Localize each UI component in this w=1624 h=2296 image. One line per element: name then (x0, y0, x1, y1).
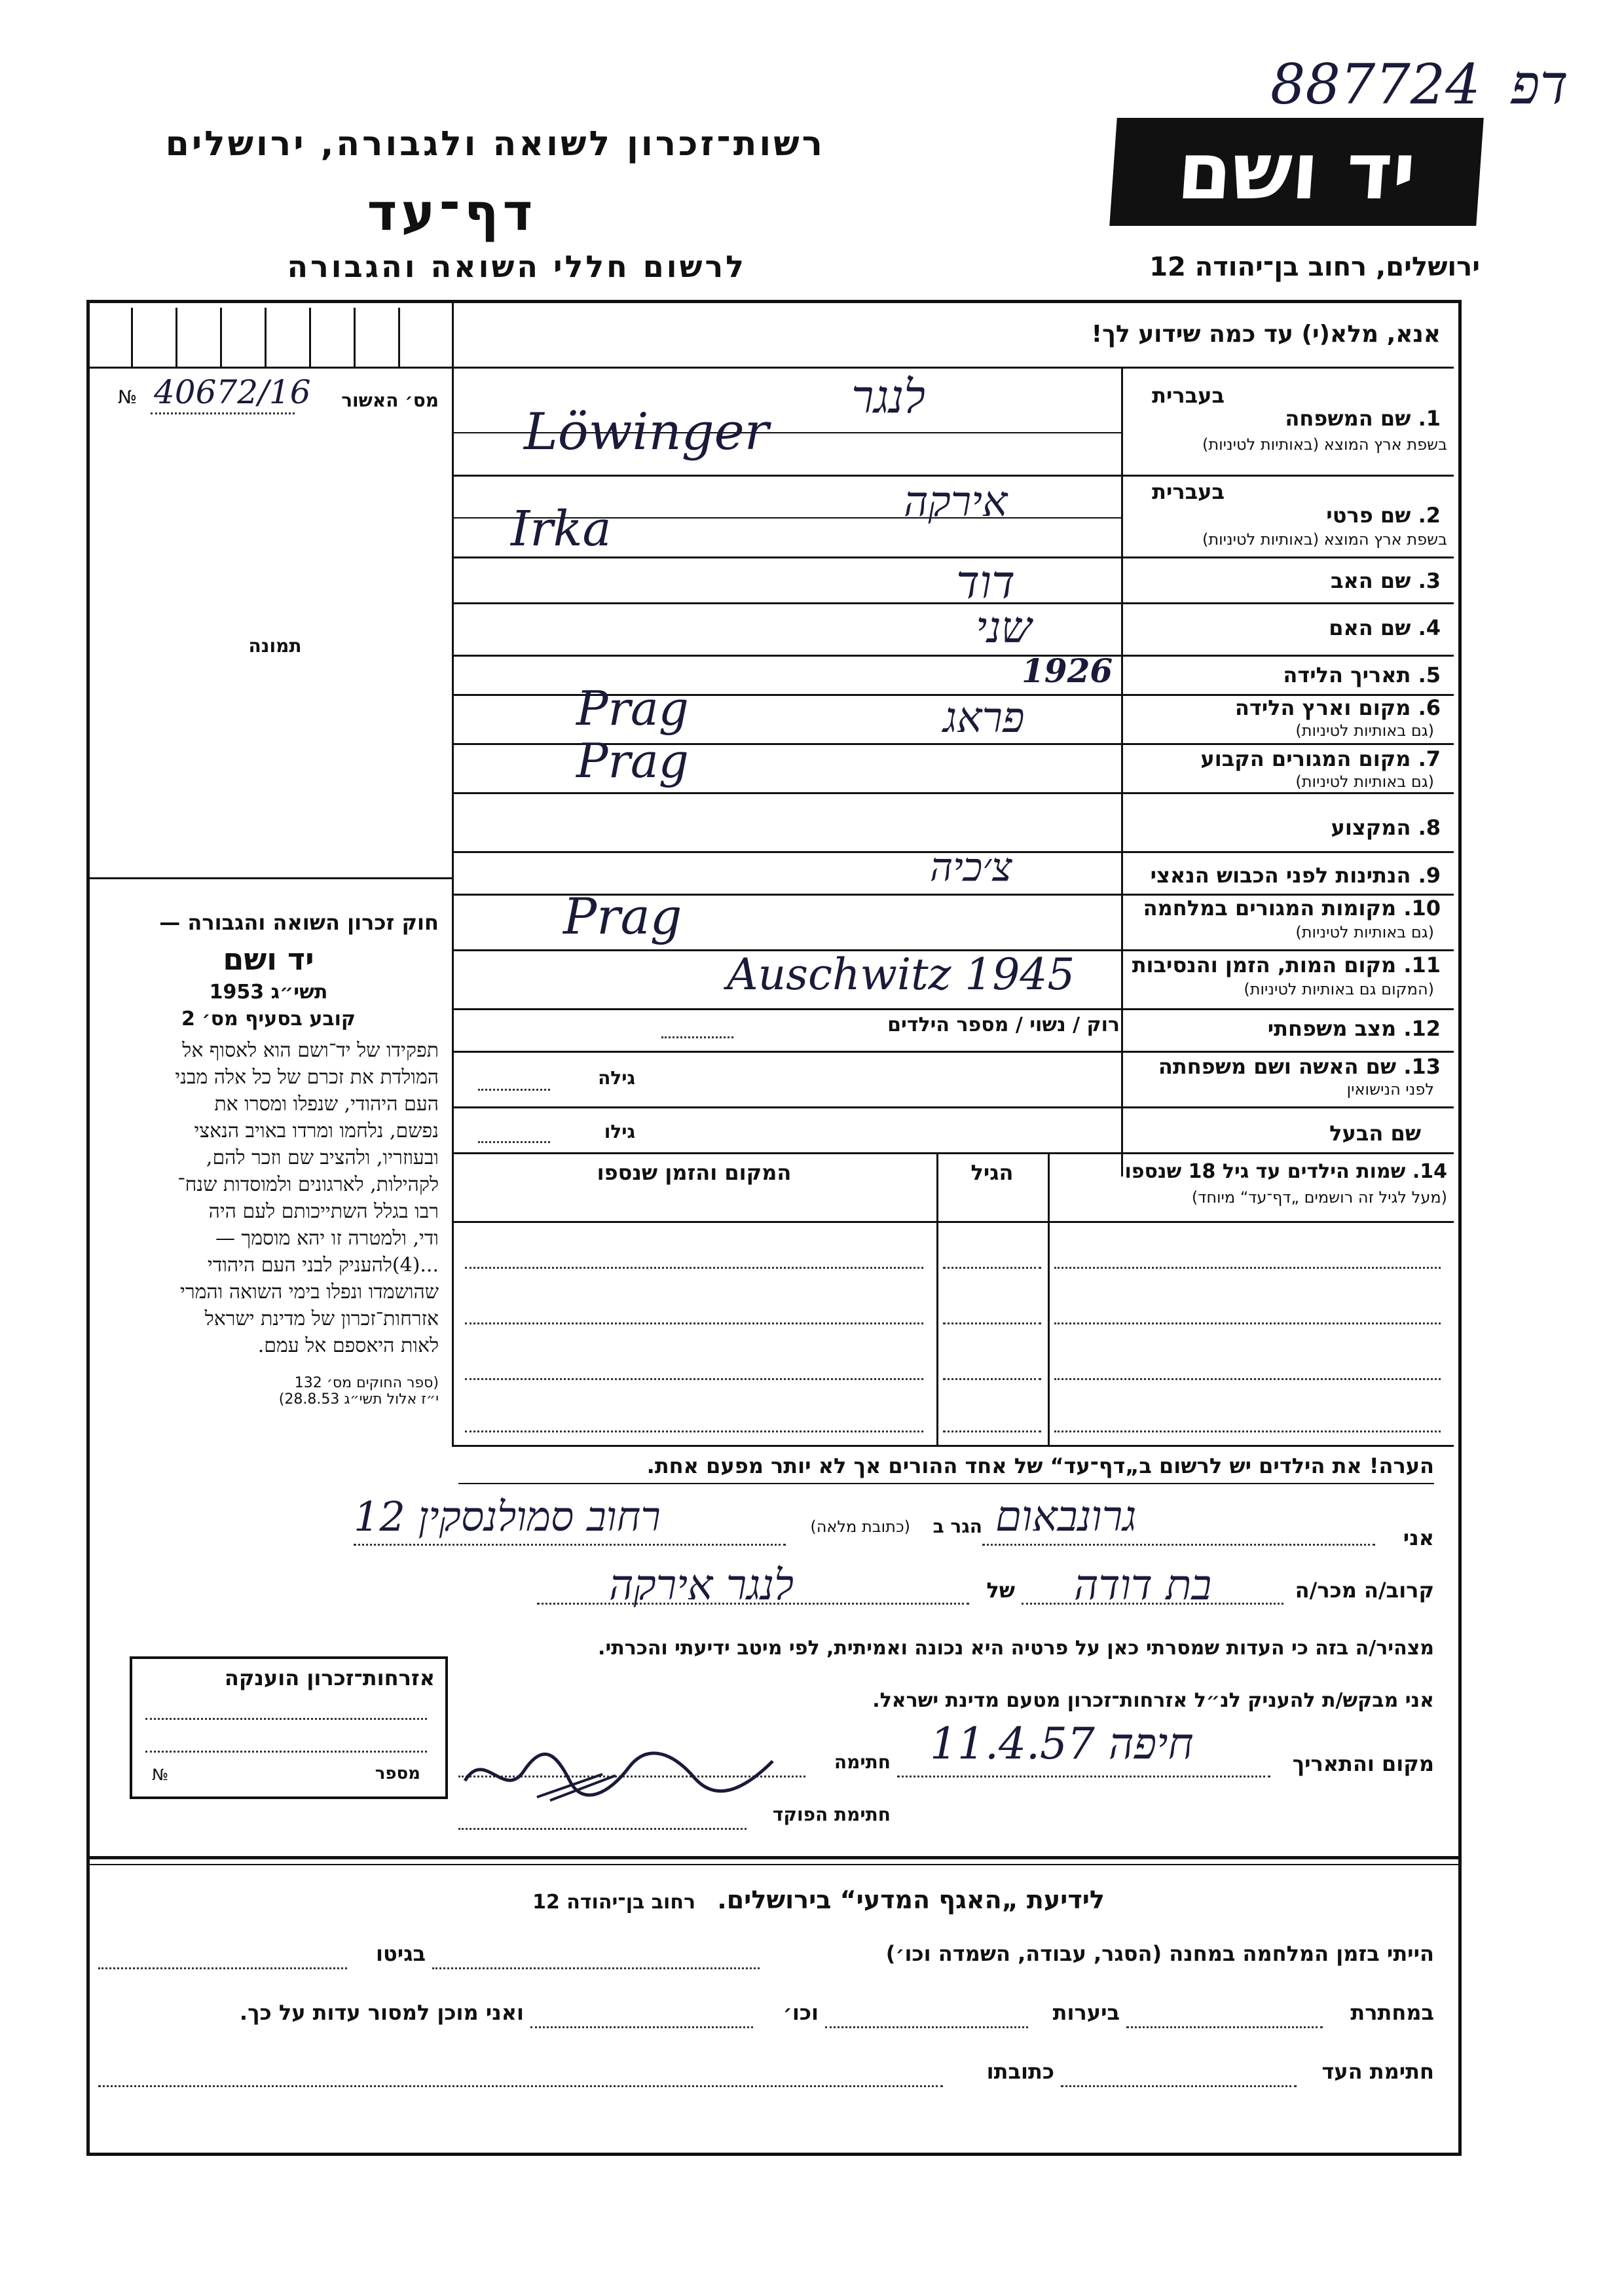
children-sub: (מעל לגיל זה רושמים „דף־עד“ מיוחד) (1191, 1188, 1447, 1207)
f11-label-text: מקום המות, הזמן והנסיבות (1132, 953, 1397, 977)
law-line: לאות היאספם אל עמם. (257, 1334, 439, 1357)
law-name: יד ושם (223, 941, 314, 977)
logo (1109, 118, 1484, 226)
cert-number-label: מס׳ האשור (341, 390, 439, 411)
law-line: ובעוזריו, ולהציב שם וזכר להם, (206, 1146, 439, 1169)
citizenship-number-label: מספר (375, 1764, 420, 1783)
doc-number-text: 887724 (1270, 52, 1481, 117)
f12-options: רוק / נשוי / מספר הילדים (887, 1013, 1120, 1036)
citizenship-title: אזרחות־זכרון הוענקה (224, 1666, 435, 1690)
f1-value-latin: Löwinger (524, 403, 769, 462)
f3-num: 3. (1418, 568, 1441, 593)
f10-sub: (גם באותיות לטיניות) (1295, 923, 1434, 941)
f10-label-text: מקומות המגורים במלחמה (1143, 896, 1397, 920)
f12-num: 12. (1403, 1016, 1441, 1041)
f8-label (1133, 815, 1441, 840)
declarant-of-written: לנגר אירקה (609, 1561, 794, 1610)
citizenship-no: № (152, 1766, 168, 1784)
f11-sub: (המקום גם באותיות לטיניות) (1244, 980, 1434, 998)
f3-label (1133, 568, 1441, 593)
f11-value-latin: Auschwitz 1945 (727, 949, 1075, 1000)
info-line2-a: במחתרת (1350, 2000, 1434, 2025)
f1-label-text: שם המשפחה (1285, 406, 1411, 431)
f10-num: 10. (1403, 896, 1441, 920)
info-line2-d: ואני מוכן למסור עדות על כך. (239, 2000, 524, 2025)
children-num: 14. (1412, 1160, 1447, 1183)
info-line1-b: בגיטו (376, 1941, 426, 1966)
info-line3-b: כתובתו (986, 2059, 1054, 2084)
law-year: תשי״ג 1953 (209, 981, 328, 1004)
f9-value: צ׳כיה (930, 845, 1012, 890)
f2-value-latin: Irka (511, 501, 612, 557)
f2-label-text: שם פרטי (1326, 503, 1411, 528)
children-label-text: שמות הילדים עד גיל 18 שנספו (1124, 1160, 1406, 1183)
law-box (98, 910, 439, 1408)
law-line: ...(4)להעניק לבני העם היהודי (207, 1254, 439, 1277)
children-col-age: הגיל (970, 1160, 1014, 1185)
f1-label (1133, 406, 1441, 431)
photo-label: תמונה (248, 635, 302, 657)
children-col-place: המקום והזמן שנספו (597, 1160, 792, 1185)
f6-value-heb: פראג (943, 694, 1025, 742)
f2-heb-tag: בעברית (1152, 479, 1225, 504)
f9-num: 9. (1418, 863, 1441, 888)
declarant-shel: של (986, 1578, 1015, 1603)
logo-text: יד ושם (1174, 126, 1419, 217)
f13-sub: לפני הנישואין (1346, 1080, 1434, 1099)
law-line: אזרחות־זכרון של מדינת ישראל (204, 1307, 439, 1330)
officer-label: חתימת הפוקד (772, 1804, 891, 1825)
f5-label-text: תאריך הלידה (1283, 663, 1411, 687)
f6-sub: (גם באותיות לטיניות) (1295, 721, 1434, 740)
law-line: רבו בגלל השתייכותם לעם היה (208, 1200, 439, 1223)
citizenship-box (130, 1656, 448, 1799)
husband-label: שם הבעל (1329, 1121, 1421, 1146)
f4-label-text: שם האם (1329, 615, 1411, 640)
f8-label-text: המקצוע (1331, 815, 1411, 840)
f11-label (1133, 953, 1441, 977)
left-column-divider (452, 300, 454, 1446)
info-title-row (458, 1886, 1179, 1914)
law-line: לקהילות, לארגונים ולמוסדות שנח־ (177, 1173, 439, 1196)
law-body (98, 1037, 439, 1359)
law-line: נפשם, נלחמו ומרדו באויב הנאצי (194, 1120, 439, 1142)
declarant-address-written: רחוב סמולנסקין 12 (354, 1493, 661, 1540)
info-line3-a: חתימת העד (1321, 2059, 1434, 2084)
law-footnote-2: י״ז אלול תשי״ג 28.8.53) (278, 1391, 439, 1408)
document-number (1270, 52, 1568, 117)
cert-no-symbol: № (118, 386, 138, 408)
children-label (1054, 1160, 1447, 1183)
f13-num: 13. (1403, 1054, 1441, 1079)
f1-num: 1. (1418, 406, 1441, 431)
cert-number-value: 40672/16 (154, 373, 311, 411)
f9-label-text: הנתינות לפני הכבוש הנאצי (1150, 863, 1411, 888)
f12-label (1133, 1016, 1441, 1041)
info-title: לידיעת „האגף המדעי“ בירושלים. (717, 1886, 1105, 1914)
declarant-name-written: גרונבאום (995, 1493, 1137, 1541)
law-line: שהושמדו ונפלו בימי השואה והמרי (179, 1281, 439, 1303)
f10-value-latin: Prag (563, 887, 682, 945)
f6-num: 6. (1418, 695, 1441, 720)
law-line: המולדת את זכרם של כל אלה מבני (175, 1066, 439, 1089)
declarant-declare: מצהיר/ה בזה כי העדות שמסרתי כאן על פרטיה היא נכונה ואמיתית, לפי מיטב ידיעתי והכרתי. (598, 1637, 1434, 1660)
f13-label-text: שם האשה ושם משפחתה (1158, 1054, 1397, 1079)
f4-num: 4. (1418, 615, 1441, 640)
label-column-divider (1121, 367, 1123, 1176)
declarant-gar-label: הגר ב (932, 1516, 982, 1537)
f2-value-heb: אירקה (904, 478, 1008, 526)
law-section: קובע בסעיף מס׳ 2 (181, 1008, 356, 1030)
declarant-address-label: (כתובת מלאה) (810, 1518, 910, 1536)
info-address: רחוב בן־יהודה 12 (532, 1891, 696, 1914)
f5-num: 5. (1418, 663, 1441, 687)
signature-label: חתימה (834, 1751, 891, 1773)
f2-sub: בשפת ארץ המוצא (באותיות לטיניות) (1202, 530, 1447, 549)
f9-label (1133, 863, 1441, 888)
f5-value: 1926 (1022, 651, 1113, 690)
f5-label (1133, 663, 1441, 687)
f4-value: שני (976, 602, 1032, 653)
f2-label (1133, 503, 1441, 528)
f11-num: 11. (1403, 953, 1441, 977)
law-line: ודי, ולמטרה זו יהא מוסמך — (215, 1227, 439, 1250)
declarant-ani: אני (1403, 1525, 1434, 1550)
address: ירושלים, רחוב בן־יהודה 12 (1149, 252, 1480, 282)
law-footnote-1: (ספר החוקים מס׳ 132 (294, 1375, 439, 1391)
f7-num: 7. (1418, 746, 1441, 771)
f8-num: 8. (1418, 815, 1441, 840)
form-title: דף־עד (367, 183, 537, 242)
law-title: חוק זכרון השואה והגבורה — (159, 910, 439, 935)
declarant-request: אני מבקש/ת להעניק לנ״ל אזרחות־זכרון מטעם מדינת ישראל. (872, 1689, 1434, 1712)
f1-sub: בשפת ארץ המוצא (באותיות לטיניות) (1202, 435, 1447, 454)
f3-value: דוד (956, 555, 1016, 609)
declarant-relation-written: בת דודה (1074, 1561, 1212, 1610)
law-line: תפקידו של יד־ושם הוא לאסוף אל (182, 1039, 439, 1062)
f7-sub: (גם באותיות לטיניות) (1295, 773, 1434, 791)
f10-label (1133, 896, 1441, 920)
f6-label-text: מקום וארץ הלידה (1234, 695, 1411, 720)
handwritten-mark: דפ (1511, 52, 1568, 117)
authority-title: רשות־זכרון לשואה ולגבורה, ירושלים (165, 124, 825, 164)
law-line: העם היהודי, שנפלו ומסרו את (214, 1093, 439, 1116)
f7-label-text: מקום המגורים הקבוע (1200, 746, 1411, 771)
f7-value-latin: Prag (576, 733, 689, 788)
place-date-written: חיפה 11.4.57 (930, 1719, 1194, 1769)
note: הערה! את הילדים יש לרשום ב„דף־עד“ של אחד ההורים אך לא יותר מפעם אחת. (646, 1453, 1434, 1478)
info-line2-b: ביערות (1052, 2000, 1120, 2025)
instructions: אנא, מלא(י) עד כמה שידוע לך! (1091, 321, 1441, 348)
f13-label (1133, 1054, 1441, 1079)
f13-age-label: גילה (598, 1067, 635, 1089)
f3-label-text: שם האב (1330, 568, 1411, 593)
husband-age-label: גילו (604, 1121, 635, 1142)
f7-label (1133, 746, 1441, 771)
f1-heb-tag: בעברית (1152, 383, 1225, 408)
f4-label (1133, 615, 1441, 640)
info-line2-c: וכו׳ (783, 2000, 819, 2025)
place-date-label: מקום והתאריך (1292, 1751, 1434, 1776)
form-subtitle: לרשום חללי השואה והגבורה (287, 249, 747, 284)
f1-value-heb: לנגר (851, 370, 925, 424)
declarant-signature (458, 1735, 799, 1810)
f2-num: 2. (1418, 503, 1441, 528)
f12-label-text: מצב משפחתי (1267, 1016, 1397, 1041)
declarant-relative-label: קרוב/ה מכר/ה (1295, 1578, 1434, 1603)
f6-label (1133, 695, 1441, 720)
f6-value-latin: Prag (576, 681, 689, 736)
info-line1-a: הייתי בזמן המלחמה במחנה (הסגר, עבודה, השמדה וכו׳) (885, 1941, 1434, 1966)
